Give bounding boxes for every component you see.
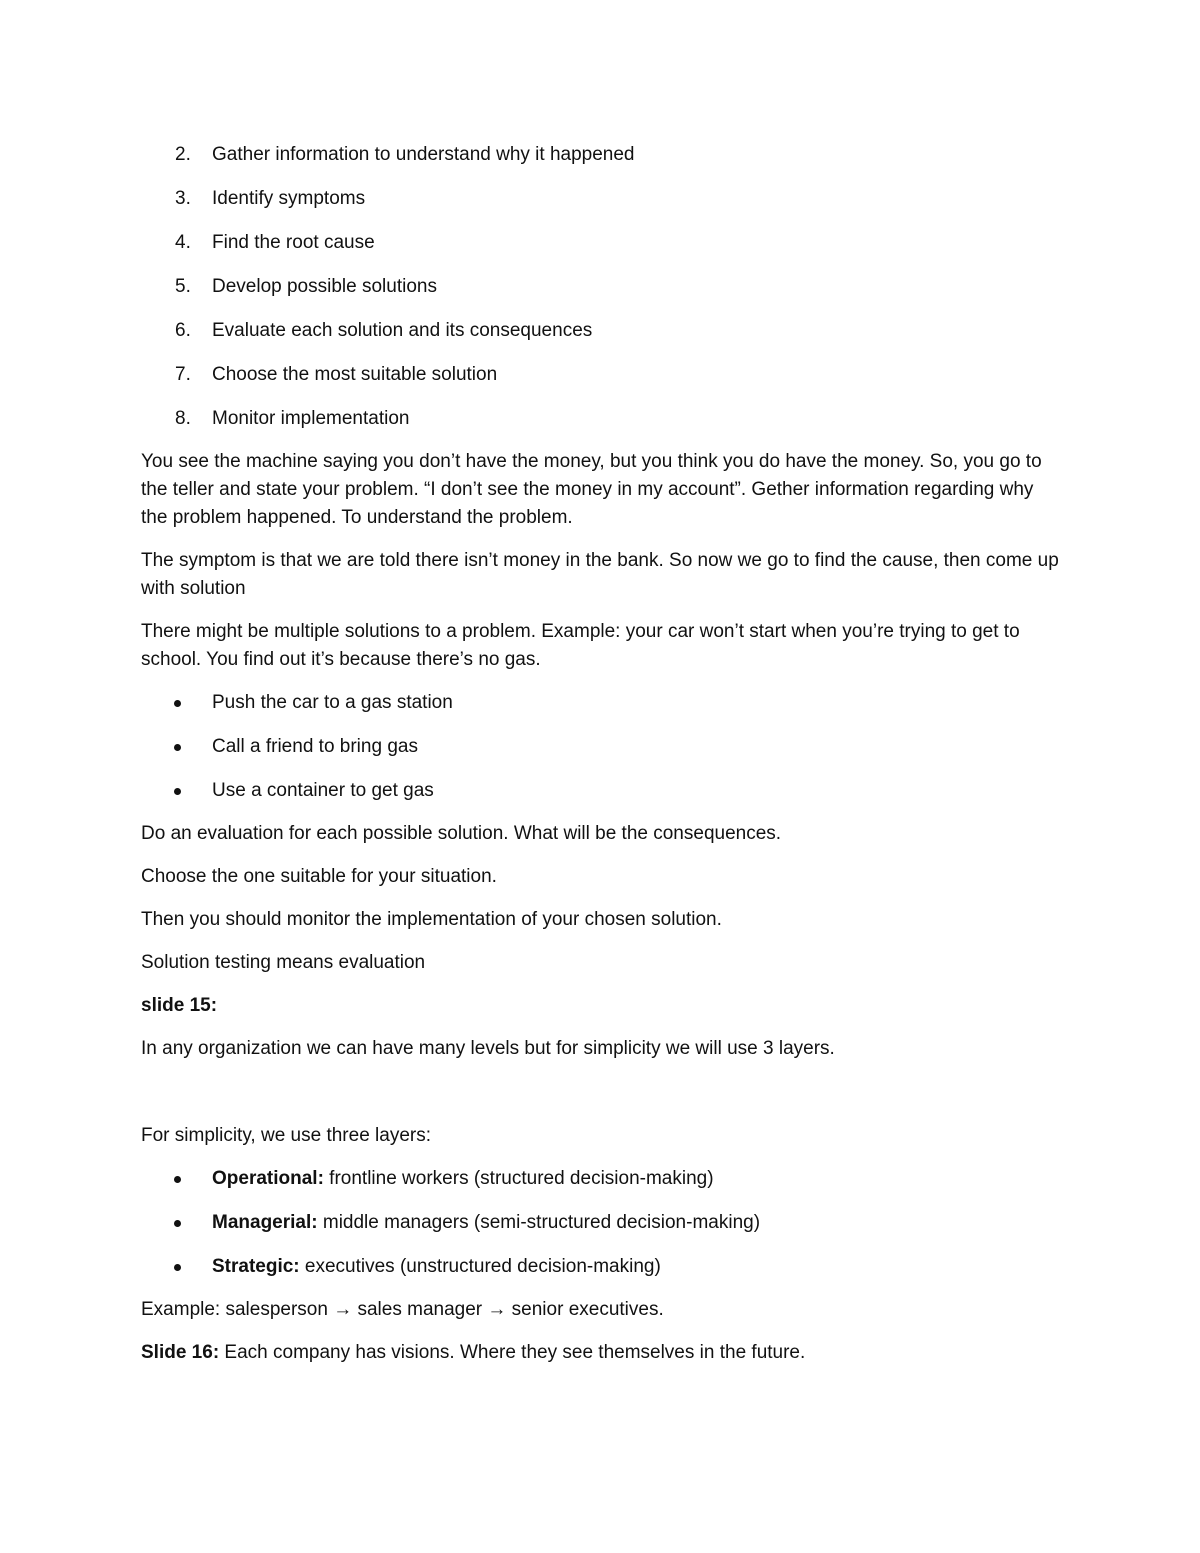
list-item-text: Evaluate each solution and its consequences — [212, 320, 593, 341]
slide-15-heading — [141, 992, 1061, 1020]
symptom-paragraph: The symptom is that we are told there isn’t money in the bank. So now we go to find the cause, then come up with solution — [141, 550, 1059, 599]
choose-paragraph: Choose the one suitable for your situation. — [141, 866, 497, 887]
gas-solutions-list — [141, 689, 1061, 805]
bullet-icon — [174, 700, 181, 707]
layer-description: executives (unstructured decision-making) — [299, 1256, 661, 1277]
bullet-icon — [174, 1176, 181, 1183]
bullet-icon — [174, 1220, 181, 1227]
list-item-text: Identify symptoms — [212, 188, 366, 209]
list-item — [141, 317, 1061, 345]
list-item — [141, 185, 1061, 213]
layer-label: Operational: — [212, 1168, 324, 1189]
list-item-text: Choose the most suitable solution — [212, 364, 498, 385]
list-number: 7. — [175, 364, 191, 385]
testing-paragraph: Solution testing means evaluation — [141, 952, 426, 973]
list-item — [141, 1209, 1061, 1237]
list-item — [141, 777, 1061, 805]
monitor-paragraph: Then you should monitor the implementation of your chosen solution. — [141, 909, 722, 930]
list-item-text: Gather information to understand why it happened — [212, 144, 635, 165]
list-item — [141, 141, 1061, 169]
blank-line — [141, 1078, 1061, 1122]
list-item-text: Develop possible solutions — [212, 276, 437, 297]
list-item — [141, 689, 1061, 717]
list-item — [141, 229, 1061, 257]
slide-16-label: Slide 16: — [141, 1342, 220, 1363]
bank-example-paragraph: You see the machine saying you don’t have the money, but you think you do have the money. So, you go to the teller and state your problem. “I don’t see the money in my account”. Gether information regarding why the problem happened. To understand the problem. — [141, 451, 1042, 528]
slide-16-text: Each company has visions. Where they see themselves in the future. — [219, 1342, 806, 1363]
layer-label: Strategic: — [212, 1256, 300, 1277]
list-number: 4. — [175, 232, 191, 253]
list-item — [141, 361, 1061, 389]
bullet-icon — [174, 1264, 181, 1271]
layers-list — [141, 1165, 1061, 1281]
list-item-text: Call a friend to bring gas — [212, 736, 418, 757]
layer-description: frontline workers (structured decision-making) — [323, 1168, 714, 1189]
slide-15-label: slide 15: — [141, 995, 218, 1016]
bullet-icon — [174, 788, 181, 795]
list-item-text: Use a container to get gas — [212, 780, 434, 801]
numbered-steps-list — [141, 141, 1061, 433]
document-body — [141, 141, 1061, 1382]
list-item-text: Monitor implementation — [212, 408, 410, 429]
layer-label: Managerial: — [212, 1212, 318, 1233]
list-number: 6. — [175, 320, 191, 341]
example-chain-paragraph: Example: salesperson → sales manager → senior executives. — [141, 1299, 664, 1320]
layer-description: middle managers (semi-structured decision-making) — [317, 1212, 761, 1233]
list-number: 5. — [175, 276, 191, 297]
evaluation-paragraph: Do an evaluation for each possible solution. What will be the consequences. — [141, 823, 782, 844]
list-item — [141, 733, 1061, 761]
list-item — [141, 405, 1061, 433]
list-item — [141, 1165, 1061, 1193]
multiple-solutions-paragraph: There might be multiple solutions to a problem. Example: your car won’t start when you’re trying to get to school. You find out it’s because there’s no gas. — [141, 621, 1020, 670]
list-item — [141, 1253, 1061, 1281]
list-item-text: Push the car to a gas station — [212, 692, 453, 713]
three-layers-intro: For simplicity, we use three layers: — [141, 1125, 432, 1146]
list-number: 8. — [175, 408, 191, 429]
list-item-text: Find the root cause — [212, 232, 375, 253]
bullet-icon — [174, 744, 181, 751]
levels-paragraph: In any organization we can have many levels but for simplicity we will use 3 layers. — [141, 1038, 835, 1059]
slide-16-paragraph — [141, 1339, 1061, 1367]
list-number: 3. — [175, 188, 191, 209]
list-number: 2. — [175, 144, 191, 165]
list-item — [141, 273, 1061, 301]
